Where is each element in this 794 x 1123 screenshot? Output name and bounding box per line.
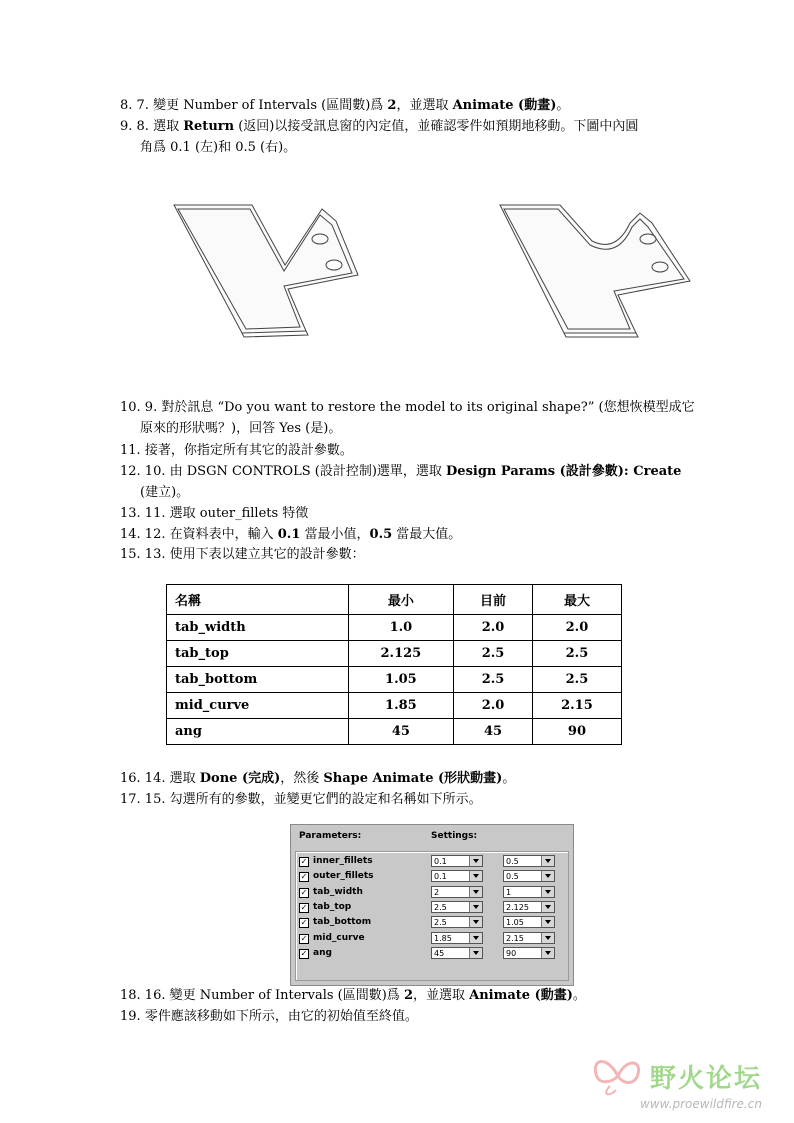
dropdown-arrow-icon[interactable]	[541, 902, 554, 912]
param-checkbox[interactable]: ✓	[300, 857, 308, 866]
setting-value: 90	[506, 948, 517, 958]
param-name: ang	[313, 947, 332, 958]
param-name-cell: tab_top	[167, 641, 349, 667]
setting-value: 2.15	[506, 933, 524, 943]
dropdown-arrow-icon[interactable]	[469, 856, 482, 866]
param-row	[299, 886, 565, 901]
step-line	[120, 503, 760, 524]
param-value-cell: 2.5	[532, 641, 621, 667]
setting-value: 0.5	[506, 857, 519, 866]
step-number: 14. 12.	[120, 527, 166, 542]
param-checkbox[interactable]: ✓	[300, 918, 308, 928]
step-text: (建立)	[140, 485, 177, 500]
step-text: ，並選取	[396, 98, 453, 113]
param-row	[299, 901, 565, 916]
dropdown-arrow-icon[interactable]	[541, 887, 554, 897]
param-value-cell: 1.05	[348, 667, 454, 693]
step-line	[120, 768, 760, 789]
step-line	[120, 440, 760, 461]
step-text: 在資料表中，輸入	[169, 527, 278, 542]
step-number: 8. 7.	[120, 98, 149, 113]
step-text: 2	[403, 988, 413, 1003]
step-text: 零件應該移動如下所示，由它的初始值至終值。	[144, 1009, 418, 1024]
setting-to-dropdown[interactable]	[503, 932, 555, 944]
step-text: 對於訊息 “Do you want to restore the model to its original shape?” (您想恢模型成它	[161, 400, 695, 415]
step-text: Done (完成)	[199, 771, 281, 786]
param-checkbox[interactable]: ✓	[300, 872, 308, 882]
step-text: 選取	[153, 119, 184, 134]
setting-from-dropdown[interactable]	[431, 855, 483, 867]
setting-to-dropdown[interactable]	[503, 886, 555, 898]
step-line	[120, 524, 760, 545]
setting-from-dropdown[interactable]	[431, 932, 483, 944]
step-continuation	[140, 418, 341, 439]
dropdown-arrow-icon[interactable]	[541, 948, 554, 958]
header-min: 最小	[348, 585, 454, 615]
dropdown-arrow-icon[interactable]	[469, 887, 482, 897]
step-line	[120, 461, 760, 482]
part-left-image	[174, 205, 358, 337]
setting-value: 0.1	[434, 872, 447, 882]
step-text: 。	[572, 988, 586, 1003]
step-text: 。	[328, 421, 342, 436]
step-text: Animate (動畫)	[452, 98, 557, 113]
step-line	[120, 544, 760, 565]
step-text: 當最小值，	[300, 527, 370, 542]
step-text: Return	[183, 119, 235, 134]
param-value-cell: 2.5	[454, 667, 533, 693]
param-value-cell: 45	[348, 719, 454, 745]
dropdown-arrow-icon[interactable]	[541, 856, 554, 866]
step-text: ，並選取	[412, 988, 470, 1003]
step-text: 原來的形狀嗎？)，回答	[140, 421, 280, 436]
settings-label: Settings:	[431, 831, 478, 841]
setting-from-dropdown[interactable]	[431, 870, 483, 882]
param-value-cell: 2.0	[532, 615, 621, 641]
step-number: 11.	[120, 443, 141, 458]
setting-value: 2.5	[434, 918, 447, 928]
step-continuation: 角爲 0.1 (左)和 0.5 (右)。	[140, 140, 297, 155]
param-name: tab_width	[313, 886, 363, 897]
param-checkbox[interactable]: ✓	[300, 933, 308, 943]
setting-value: 1	[506, 887, 512, 897]
table-row	[167, 641, 622, 667]
param-value-cell: 1.85	[348, 693, 454, 719]
param-value-cell: 2.15	[532, 693, 621, 719]
setting-value: 0.5	[506, 872, 519, 882]
param-value-cell: 2.5	[532, 667, 621, 693]
setting-value: 1.85	[434, 933, 452, 943]
setting-to-dropdown[interactable]	[503, 947, 555, 959]
dropdown-arrow-icon[interactable]	[469, 871, 482, 881]
dropdown-arrow-icon[interactable]	[469, 902, 482, 912]
param-name: tab_top	[313, 901, 352, 912]
setting-from-dropdown[interactable]	[431, 901, 483, 913]
setting-value: 1.05	[506, 918, 524, 928]
header-max: 最大	[532, 585, 621, 615]
setting-value: 45	[434, 948, 445, 958]
step-text: 當最大值。	[392, 527, 462, 542]
watermark-url: www.proewildfire.cn	[640, 1097, 762, 1111]
param-row	[299, 947, 565, 962]
step-text: 使用下表以建立其它的設計參數：	[169, 547, 365, 562]
setting-to-dropdown[interactable]	[503, 916, 555, 928]
step-text: 接著，你指定所有其它的設計參數。	[144, 443, 353, 458]
header-name: 名稱	[167, 585, 349, 615]
setting-to-dropdown[interactable]	[503, 901, 555, 913]
step-text: 選取	[169, 771, 200, 786]
step-text: ，然後	[280, 771, 324, 786]
step-text: Shape Animate (形狀動畫)	[323, 771, 503, 786]
param-value-cell: 2.0	[454, 615, 533, 641]
step-text: 。	[556, 98, 570, 113]
step-number: 16. 14.	[120, 771, 166, 786]
step-text: 變更 Number of Intervals (區間數)爲	[169, 988, 404, 1003]
table-row	[167, 667, 622, 693]
param-checkbox[interactable]: ✓	[300, 887, 308, 897]
table-row	[167, 719, 622, 745]
step-text: 。	[176, 485, 190, 500]
step-text: 選取 outer_fillets 特徵	[169, 506, 309, 521]
setting-value: 0.1	[434, 857, 447, 866]
dropdown-arrow-icon[interactable]	[469, 933, 482, 943]
setting-value: 2.125	[506, 902, 529, 912]
step-text: Yes (是)	[279, 421, 329, 436]
dropdown-arrow-icon[interactable]	[469, 917, 482, 927]
step-line	[120, 95, 760, 116]
dropdown-arrow-icon[interactable]	[469, 948, 482, 958]
param-name-cell: tab_bottom	[167, 667, 349, 693]
parameters-label: Parameters:	[299, 831, 362, 841]
dropdown-arrow-icon[interactable]	[541, 933, 554, 943]
step-number: 10. 9.	[120, 400, 158, 415]
step-text: Design Params (設計參數): Create	[446, 464, 682, 479]
step-number: 18. 16.	[120, 988, 166, 1003]
table-row	[167, 693, 622, 719]
step-number: 19.	[120, 1009, 141, 1024]
step-text: 變更 Number of Intervals (區間數)爲	[153, 98, 388, 113]
param-name-cell: mid_curve	[167, 693, 349, 719]
setting-value: 2	[434, 887, 440, 897]
step-number: 12. 10.	[120, 464, 166, 479]
part-figure	[160, 183, 730, 353]
param-row	[299, 916, 565, 931]
setting-from-dropdown[interactable]	[431, 886, 483, 898]
design-params-table	[166, 584, 622, 745]
step-text: 。	[502, 771, 516, 786]
param-value-cell: 2.125	[348, 641, 454, 667]
param-row	[299, 870, 565, 885]
step-text: Animate (動畫)	[469, 988, 573, 1003]
setting-from-dropdown[interactable]	[431, 947, 483, 959]
step-number: 13. 11.	[120, 506, 166, 521]
part-right-image	[500, 205, 690, 337]
butterfly-logo-icon	[588, 1050, 648, 1100]
step-line	[120, 985, 760, 1006]
param-name-cell: ang	[167, 719, 349, 745]
param-value-cell: 2.5	[454, 641, 533, 667]
step-text: 勾選所有的參數，並變更它們的設定和名稱如下所示。	[169, 792, 482, 807]
step-line	[120, 1006, 760, 1027]
shape-animate-dialog	[290, 824, 574, 986]
setting-from-dropdown[interactable]	[431, 916, 483, 928]
param-name: inner_fillets	[313, 856, 373, 866]
watermark-title: 野火论坛	[650, 1064, 763, 1094]
dropdown-arrow-icon[interactable]	[541, 871, 554, 881]
param-value-cell: 1.0	[348, 615, 454, 641]
param-value-cell: 90	[532, 719, 621, 745]
param-value-cell: 2.0	[454, 693, 533, 719]
setting-value: 2.5	[434, 902, 447, 912]
step-line	[120, 397, 760, 418]
param-name: outer_fillets	[313, 871, 374, 882]
step-number: 15. 13.	[120, 547, 166, 562]
setting-to-dropdown[interactable]	[503, 870, 555, 882]
step-text: 由 DSGN CONTROLS (設計控制)選單，選取	[169, 464, 447, 479]
step-continuation	[140, 482, 189, 503]
step-number: 9. 8.	[120, 119, 149, 134]
param-checkbox[interactable]: ✓	[300, 948, 308, 958]
param-name: mid_curve	[313, 932, 365, 943]
param-row	[299, 932, 565, 947]
step-text: (返回)以接受訊息窗的內定值，並確認零件如預期地移動。下圖中內圓	[234, 119, 639, 134]
param-name: tab_bottom	[313, 917, 372, 928]
setting-to-dropdown[interactable]	[503, 855, 555, 867]
step-line	[120, 116, 760, 137]
header-current: 目前	[454, 585, 533, 615]
step-text: 0.5	[369, 527, 393, 542]
step-text: 2	[387, 98, 397, 113]
param-row	[299, 855, 565, 870]
step-line	[120, 789, 760, 810]
step-text: 0.1	[277, 527, 301, 542]
param-value-cell: 45	[454, 719, 533, 745]
table-row	[167, 615, 622, 641]
table-header-row	[167, 585, 622, 615]
param-checkbox[interactable]: ✓	[300, 902, 308, 912]
param-name-cell: tab_width	[167, 615, 349, 641]
dropdown-arrow-icon[interactable]	[541, 917, 554, 927]
step-number: 17. 15.	[120, 792, 166, 807]
